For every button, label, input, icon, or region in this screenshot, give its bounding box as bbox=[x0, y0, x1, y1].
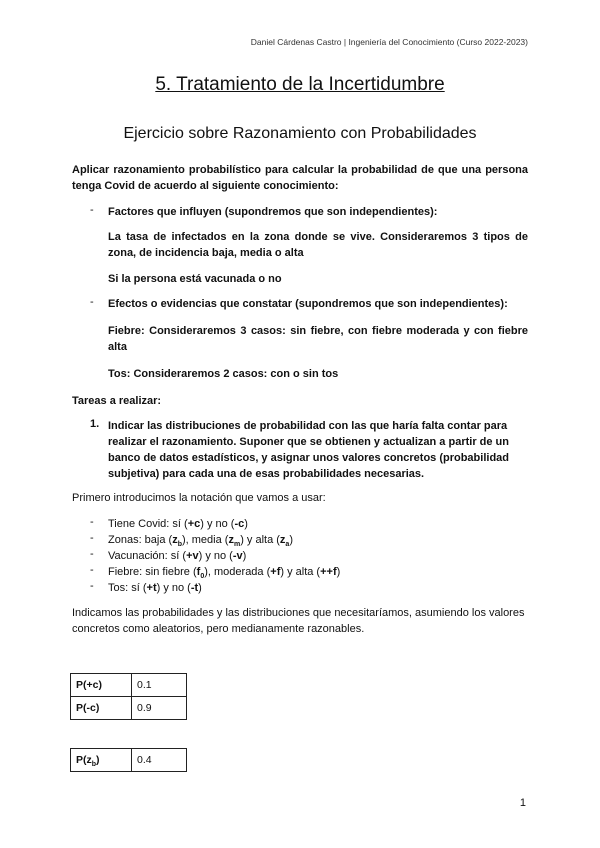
prob-label: $P(z_b)$ bbox=[71, 749, 132, 772]
notation-vacuna: Vacunación: sí (+v) y no (-v) bbox=[108, 550, 247, 562]
notation-fiebre: Fiebre: sin fiebre $(f_0)$, moderada (+f) y alta (++f) bbox=[108, 566, 341, 581]
factor-zone-rate: La tasa de infectados en la zona donde se vive. Consideraremos 3 tipos de zona, de incidencia baja, media o alta bbox=[108, 231, 528, 259]
effects-heading: Efectos o evidencias que constatar (supondremos que son independientes): bbox=[108, 298, 508, 310]
effect-fever: Fiebre: Consideraremos 3 casos: sin fiebre, con fiebre moderada y con fiebre alta bbox=[108, 325, 528, 353]
prob-value: 0.4 bbox=[132, 749, 187, 772]
notation-covid: Tiene Covid: sí (+c) y no (-c) bbox=[108, 518, 248, 530]
notation-bullet: - bbox=[90, 580, 94, 592]
page-number: 1 bbox=[519, 797, 526, 809]
prob-value: 0.1 bbox=[132, 674, 187, 697]
page-title: 5. Tratamiento de la Incertidumbre bbox=[155, 74, 445, 95]
notation-tos: Tos: sí (+t) y no (-t) bbox=[108, 582, 202, 594]
prob-label: P(+c) bbox=[71, 674, 132, 697]
notation-bullet: - bbox=[90, 564, 94, 576]
factors-bullet: - bbox=[90, 204, 94, 216]
notation-zonas: Zonas: baja $(z_b)$, media $(z_m)$ y alta $(z_a)$ bbox=[108, 534, 293, 549]
tasks-heading: Tareas a realizar: bbox=[72, 395, 162, 407]
notation-bullet: - bbox=[90, 516, 94, 528]
table-row bbox=[71, 674, 187, 697]
notation-bullet: - bbox=[90, 532, 94, 544]
running-header: Daniel Cárdenas Castro | Ingeniería del Conocimiento (Curso 2022-2023) bbox=[250, 37, 528, 47]
notation-intro: Primero introducimos la notación que vamos a usar: bbox=[72, 492, 326, 504]
intro-paragraph: Aplicar razonamiento probabilístico para calcular la probabilidad de que una persona tenga Covid de acuerdo al siguiente conocimiento: bbox=[72, 164, 528, 192]
zone-probability-table bbox=[70, 748, 187, 772]
prob-label: P(-c) bbox=[71, 697, 132, 720]
section-subtitle: Ejercicio sobre Razonamiento con Probabilidades bbox=[123, 125, 477, 142]
closing-paragraph: Indicamos las probabilidades y las distribuciones que necesitaríamos, asumiendo los valores concretos como aleatorios, pero medianamente razonables. bbox=[72, 607, 525, 635]
effect-cough: Tos: Consideraremos 2 casos: con o sin tos bbox=[108, 368, 339, 380]
factor-vaccinated: Si la persona está vacunada o no bbox=[108, 273, 282, 285]
covid-probability-table bbox=[70, 673, 187, 720]
effects-bullet: - bbox=[90, 296, 94, 308]
factors-heading: Factores que influyen (supondremos que son independientes): bbox=[108, 206, 438, 218]
task-1-text: Indicar las distribuciones de probabilidad con las que haría falta contar para realizar el razonamiento. Suponer que se obtienen y actualizan a partir de un banco de datos estadísticos, y asignar unos valores concretos (probabilidad subjetiva) para cada una de esas probabilidades necesarias. bbox=[108, 420, 509, 480]
table-row bbox=[71, 749, 187, 772]
prob-value: 0.9 bbox=[132, 697, 187, 720]
notation-bullet: - bbox=[90, 548, 94, 560]
task-number: 1. bbox=[90, 418, 100, 430]
table-row bbox=[71, 697, 187, 720]
